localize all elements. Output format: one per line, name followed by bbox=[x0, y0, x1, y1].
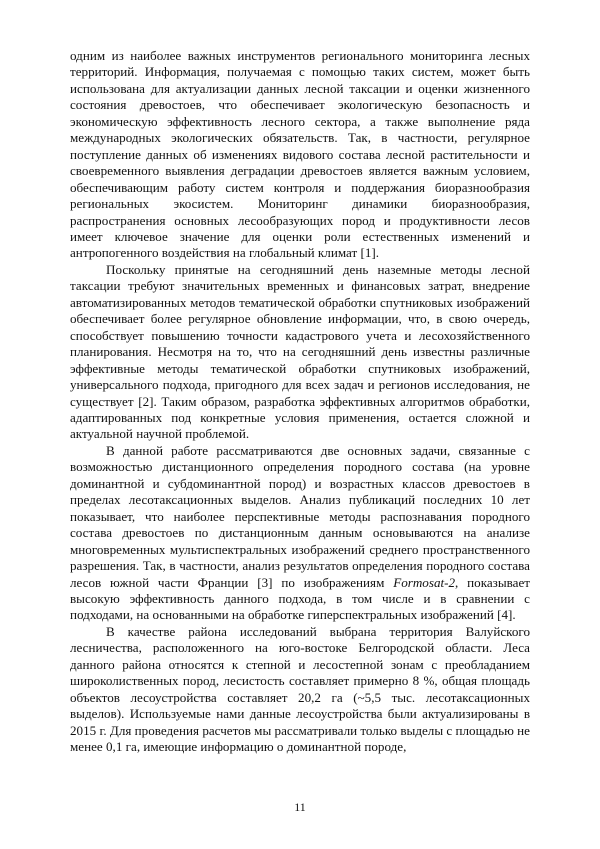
paragraph-3-emphasis: Formosat-2 bbox=[393, 574, 456, 590]
paragraph-3 bbox=[70, 443, 530, 624]
paragraph-4: В качестве района исследований выбрана территория Валуйского лесничества, расположенного на юго-востоке Белгородской области. Леса данного района относятся к степной и лесостепной зонам с преобладанием широколиственных пород, лесистость составляет примерно 8 %, общая площадь объектов лесоустройства составляет 20,2 га (~5,5 тыс. лесотаксационных выделов). Используемые нами данные лесоустройства были актуализированы в 2015 г. Для проведения расчетов мы рассматривали только выделы с площадью не менее 0,1 га, имеющие информацию о доминантной породе, bbox=[70, 623, 530, 755]
paragraph-3-text-after: , показывает высокую эффективность данного подхода, в том числе и в сравнении с подходами, на основанными на обработке гиперспектральных изображений [4]. bbox=[70, 574, 530, 623]
page-number: 11 bbox=[294, 800, 306, 814]
paragraph-3-text-before: В данной работе рассматриваются две основных задачи, связанные с возможностью дистанционного определения породного состава (на уровне доминантной и субдоминантной пород) и возрастных классов древостоев в пределах лесотаксационных выделов. Анализ публикаций последних 10 лет показывает, что наиболее перспективные методы распознавания породного состава древостоев по дистанционным данным основываются на анализе многовременных мультиспектральных изображений среднего пространственного разрешения. Так, в частности, анализ результатов определения породного состава лесов южной части Франции [3] по изображениям bbox=[70, 442, 530, 590]
paragraph-1: одним из наиболее важных инструментов регионального мониторинга лесных территорий. Информация, получаемая с помощью таких систем, может быть использована для актуализации данных лесной таксации и оценки жизненного состояния древостоев, что обеспечивает экологическую безопасность и экономическую эффективность лесного сектора, а также выполнение ряда международных экологических обязательств. Так, в частности, регулярное поступление данных об изменениях видового состава лесной растительности и своевременного выявления деградации древостоев является важным условием, обеспечивающим работу систем контроля и поддержания биоразнообразия региональных экосистем. Мониторинг динамики биоразнообразия, распространения основных лесообразующих пород и продуктивности лесов имеет ключевое значение для оценки роли естественных изменений и антропогенного воздействия на глобальный климат [1]. bbox=[70, 48, 530, 261]
document-body bbox=[70, 48, 530, 755]
paragraph-2: Поскольку принятые на сегодняшний день наземные методы лесной таксации требуют значительных временных и финансовых затрат, внедрение автоматизированных методов тематической обработки спутниковых изображений обеспечивает более регулярное обновление информации, что, в свою очередь, способствует повышению точности кадастрового учета и лесохозяйственного планирования. Несмотря на то, что на сегодняшний день известны различные эффективные методы тематической обработки спутниковых изображений, универсального подхода, пригодного для всех задач и регионов исследования, не существует [2]. Таким образом, разработка эффективных алгоритмов обработки, адаптированных под конкретные условия применения, остается сложной и актуальной научной проблемой. bbox=[70, 261, 530, 442]
